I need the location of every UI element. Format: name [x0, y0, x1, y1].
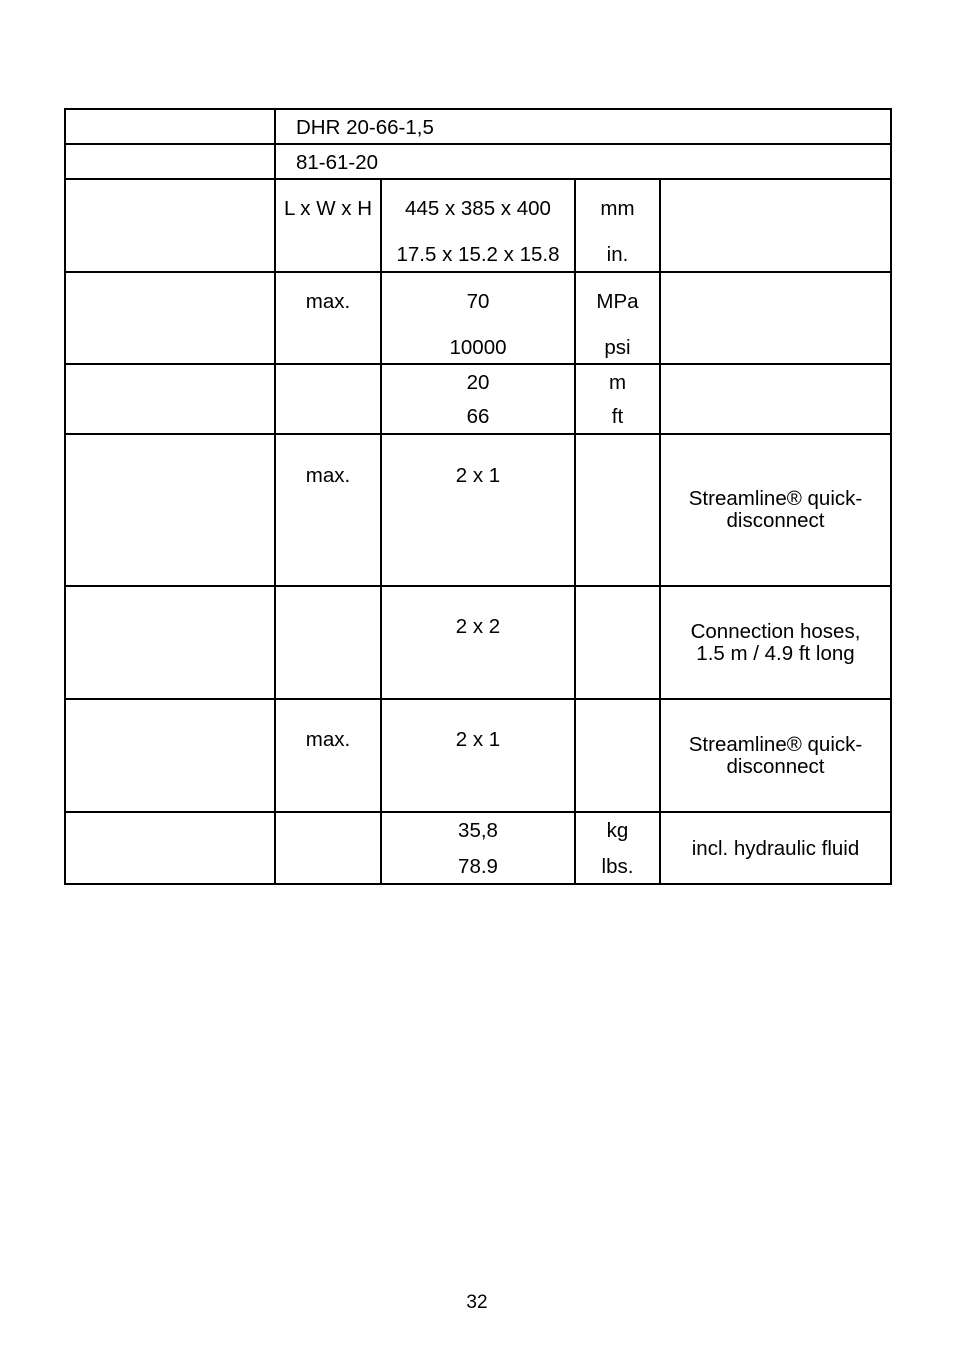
unit-secondary: psi	[604, 336, 631, 359]
table-row	[65, 272, 891, 364]
unit-cell	[575, 434, 660, 586]
note-text: Connection hoses, 1.5 m / 4.9 ft long	[690, 619, 861, 665]
label-cell	[65, 272, 275, 364]
note-cell	[660, 699, 891, 812]
value-primary: 20	[466, 371, 490, 394]
value-cell	[381, 434, 575, 586]
unit-secondary: in.	[606, 243, 629, 266]
unit-cell	[575, 812, 660, 884]
spec-table	[64, 108, 892, 885]
qualifier: max.	[305, 728, 351, 751]
note-text: Streamline® quick-disconnect	[688, 487, 863, 532]
value-primary: 2 x 2	[455, 615, 501, 638]
note-cell	[660, 364, 891, 434]
unit-cell	[575, 586, 660, 699]
qualifier-cell	[275, 364, 381, 434]
table-row	[65, 699, 891, 812]
note-cell	[660, 434, 891, 586]
unit-cell	[575, 364, 660, 434]
table-row	[65, 434, 891, 586]
table-row	[65, 109, 891, 144]
label-cell	[65, 434, 275, 586]
part-number-value: 81-61-20	[275, 144, 891, 179]
value-secondary: 17.5 x 15.2 x 15.8	[396, 243, 560, 266]
unit-primary: MPa	[596, 290, 639, 313]
value-secondary: 66	[466, 405, 490, 428]
value-primary: 35,8	[458, 819, 498, 842]
qualifier-cell	[275, 586, 381, 699]
label-cell	[65, 586, 275, 699]
note-cell	[660, 179, 891, 272]
value-secondary: 78.9	[458, 855, 498, 878]
unit-cell	[575, 272, 660, 364]
unit-primary: kg	[606, 819, 629, 842]
unit-cell	[575, 179, 660, 272]
qualifier-cell	[275, 272, 381, 364]
unit-secondary: lbs.	[601, 855, 634, 878]
qualifier-cell	[275, 179, 381, 272]
qualifier: max.	[305, 464, 351, 487]
table-row	[65, 179, 891, 272]
note-text: Streamline® quick-disconnect	[688, 732, 863, 778]
qualifier: L x W x H	[283, 197, 373, 220]
label-cell	[65, 179, 275, 272]
unit-primary: m	[608, 371, 627, 394]
label-cell	[65, 144, 275, 179]
note-cell: incl. hydraulic fluid	[660, 812, 891, 884]
unit-cell	[575, 699, 660, 812]
label-cell	[65, 699, 275, 812]
model-value: DHR 20-66-1,5	[275, 109, 891, 144]
qualifier-cell	[275, 699, 381, 812]
value-cell	[381, 179, 575, 272]
note-cell	[660, 586, 891, 699]
label-cell	[65, 109, 275, 144]
value-primary: 445 x 385 x 400	[405, 197, 551, 220]
qualifier-cell	[275, 812, 381, 884]
qualifier-cell	[275, 434, 381, 586]
value-primary: 70	[466, 290, 490, 313]
label-cell	[65, 812, 275, 884]
note-cell	[660, 272, 891, 364]
value-cell	[381, 812, 575, 884]
value-primary: 2 x 1	[455, 728, 501, 751]
unit-secondary: ft	[611, 405, 624, 428]
value-secondary: 10000	[449, 336, 507, 359]
table-row	[65, 586, 891, 699]
unit-primary: mm	[600, 197, 635, 220]
qualifier: max.	[305, 290, 351, 313]
value-cell	[381, 364, 575, 434]
table-row	[65, 812, 891, 884]
value-cell	[381, 699, 575, 812]
value-cell	[381, 272, 575, 364]
label-cell	[65, 364, 275, 434]
value-primary: 2 x 1	[455, 464, 501, 487]
table-row	[65, 364, 891, 434]
value-cell	[381, 586, 575, 699]
table-row	[65, 144, 891, 179]
page-number: 32	[466, 1292, 488, 1313]
